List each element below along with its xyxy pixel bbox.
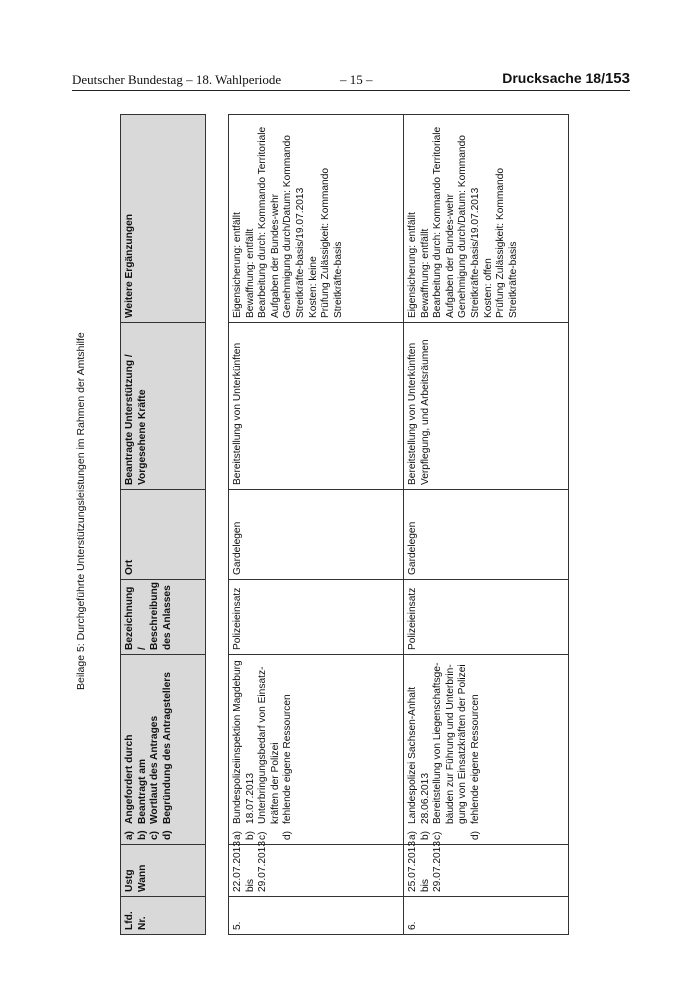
table-row bbox=[229, 115, 404, 935]
table-caption: Beilage 5: Durchgeführte Unterstützungsleistungen im Rahmen der Amtshilfe bbox=[75, 332, 87, 690]
ustg-from: 22.07.2013 bbox=[232, 841, 243, 892]
col-header-d: Begründung des Antragstellers bbox=[161, 672, 173, 824]
page-header bbox=[72, 70, 630, 91]
ext-line: Prüfung Zulässigkeit: Kommando Streitkräfte-basis bbox=[495, 167, 519, 318]
ext-line: Bewaffnung: entfällt bbox=[244, 228, 256, 318]
table-spacer bbox=[206, 115, 229, 935]
document-number: 153 bbox=[604, 70, 630, 87]
row-bez: Polizeieinsatz bbox=[404, 580, 569, 655]
ustg-to: 29.07.2013 bbox=[432, 841, 444, 892]
header-page-number: – 15 – bbox=[340, 72, 373, 87]
ext-line: Bearbeitung durch: Kommando Territoriale Aufgaben der Bundes-wehr bbox=[257, 126, 281, 318]
row-ustg bbox=[229, 841, 404, 897]
row-b: 28.06.2013 bbox=[419, 773, 431, 824]
col-header-ort: Ort bbox=[121, 490, 206, 580]
row-unt: Bereitstellung von Unterkünften bbox=[229, 323, 404, 490]
col-header-bez: Bezeichnung / Beschreibung des Anlasses bbox=[121, 580, 206, 655]
ustg-from: 25.07.2013 bbox=[407, 841, 418, 892]
table-row bbox=[404, 115, 569, 935]
row-request: a) Bundespolizeiinspektion Magdeburg b) 18.07.2013 c) Unterbringungsbedarf von Einsatz-kräften der Polizei d) fehlende eigene Ressourcen bbox=[229, 655, 404, 845]
ext-line: Genehmigung durch/Datum: Kommando Streitkräfte-basis/19.07.2013 bbox=[457, 135, 481, 318]
header-document-number bbox=[502, 70, 630, 87]
ext-line: Bewaffnung: entfällt bbox=[419, 228, 431, 318]
row-c: Bereitstellung von Liegenschaftsge-bäuden zur Führung und Unterbrin-gung von Einsatzkräften der Polizei bbox=[432, 662, 469, 824]
ext-line: Bearbeitung durch: Kommando Territoriale Aufgaben der Bundes-wehr bbox=[432, 126, 456, 318]
ext-line: Kosten: offen bbox=[482, 258, 494, 318]
ustg-bis: bis bbox=[244, 878, 256, 892]
row-b: 18.07.2013 bbox=[244, 773, 256, 824]
ext-line: Genehmigung durch/Datum: Kommando Streitkräfte-basis/19.07.2013 bbox=[282, 135, 306, 318]
row-request: a) Landespolizei Sachsen-Anhalt b) 28.06.2013 c) Bereitstellung von Liegenschaftsge-bäuden zur Führung und Unterbrin-gung von Einsatzkräften der Polizei d) fehlende eigene Ressourcen bbox=[404, 655, 569, 845]
row-nr: 5. bbox=[229, 897, 404, 935]
support-table bbox=[120, 114, 569, 935]
ext-line: Eigensicherung: entfällt bbox=[232, 212, 243, 318]
row-ort: Gardelegen bbox=[229, 490, 404, 580]
col-header-c: Wortlaut des Antrages bbox=[149, 715, 161, 824]
row-ext bbox=[229, 115, 404, 323]
row-ext bbox=[404, 115, 569, 323]
ustg-bis: bis bbox=[419, 878, 431, 892]
col-header-nr: Lfd. Nr. bbox=[121, 897, 206, 935]
col-header-ustg: Ustg Wann bbox=[121, 845, 206, 897]
ext-line: Kosten: keine bbox=[307, 256, 319, 318]
col-header-a: Angefordert durch bbox=[124, 734, 135, 824]
ext-line: Prüfung Zulässigkeit: Kommando Streitkräfte-basis bbox=[320, 167, 344, 318]
row-d: fehlende eigene Ressourcen bbox=[469, 694, 481, 824]
row-nr: 6. bbox=[404, 897, 569, 935]
col-header-b: Beantragt am bbox=[136, 758, 148, 824]
col-header-weit: Weitere Ergänzungen bbox=[121, 115, 206, 323]
table-header-row bbox=[121, 115, 206, 935]
row-c: Unterbringungsbedarf von Einsatz-kräften der Polizei bbox=[257, 666, 281, 824]
row-a: Bundespolizeiinspektion Magdeburg bbox=[232, 660, 243, 824]
row-bez: Polizeieinsatz bbox=[229, 580, 404, 655]
row-unt: Bereitstellung von Unterkünften Verpflegung, und Arbeitsräumen bbox=[404, 323, 569, 490]
header-publication: Deutscher Bundestag – 18. Wahlperiode bbox=[72, 72, 282, 87]
rotated-table-page bbox=[75, 115, 565, 935]
col-header-unt: Beantragte Unterstützung / Vorgesehene Kräfte bbox=[121, 323, 206, 490]
row-ustg bbox=[404, 841, 569, 897]
row-d: fehlende eigene Ressourcen bbox=[282, 694, 294, 824]
row-a: Landespolizei Sachsen-Anhalt bbox=[407, 686, 418, 824]
col-header-request: a) Angefordert durch b) Beantragt am c) Wortlaut des Antrages d) Begründung des Antragstellers bbox=[121, 655, 206, 845]
row-ort: Gardelegen bbox=[404, 490, 569, 580]
document-prefix: Drucksache 18/ bbox=[502, 70, 605, 86]
ext-line: Eigensicherung: entfällt bbox=[407, 212, 418, 318]
ustg-to: 29.07.2013 bbox=[257, 841, 269, 892]
